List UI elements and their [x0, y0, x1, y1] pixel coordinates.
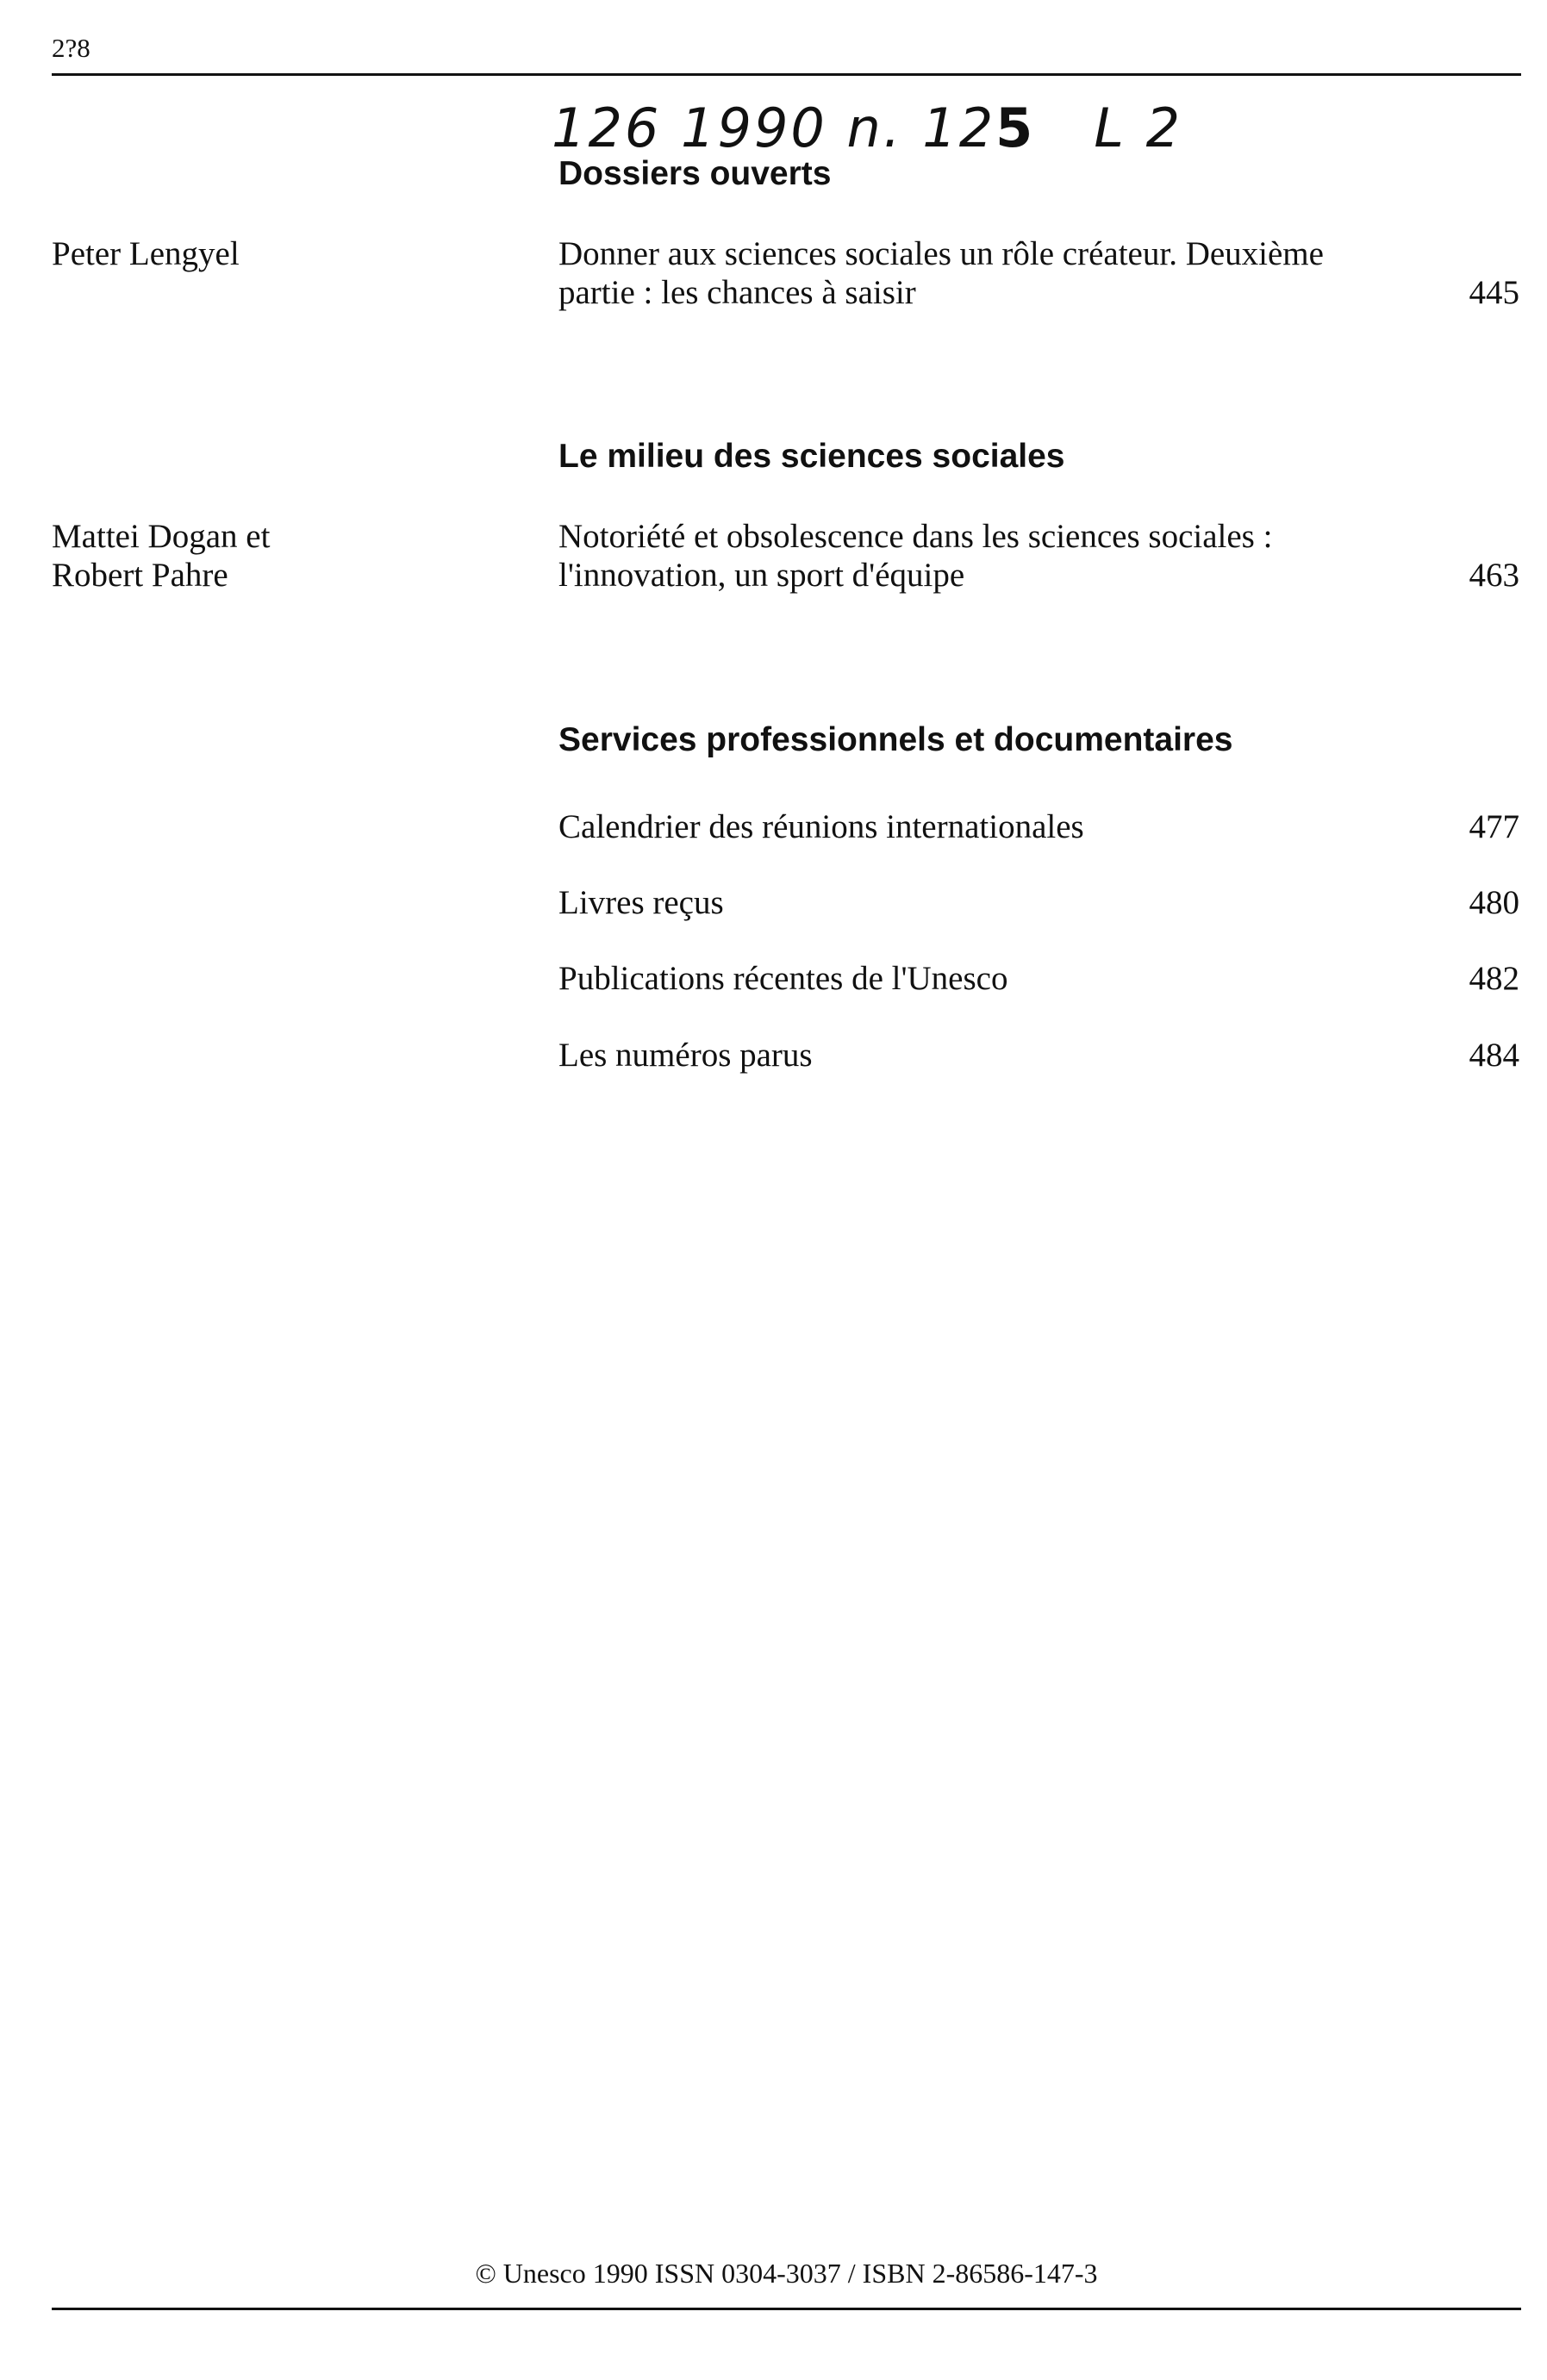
entry-title: Les numéros parus — [558, 1037, 813, 1074]
entry-page-number: 480 — [1469, 884, 1519, 921]
entry-page-number: 484 — [1469, 1037, 1519, 1074]
entry-author-line: Mattei Dogan et — [52, 518, 271, 555]
entry-title-line: Notoriété et obsolescence dans les sciences sociales : — [558, 518, 1273, 555]
entry-page-number: 482 — [1469, 960, 1519, 997]
handwritten-note-tail: L 2 — [1094, 97, 1183, 159]
section-heading-dossiers-ouverts: Dossiers ouverts — [558, 155, 832, 192]
entry-title-line: l'innovation, un sport d'équipe — [558, 557, 965, 594]
entry-title: Livres reçus — [558, 884, 724, 921]
section-heading-services-professionnels: Services professionnels et documentaires — [558, 721, 1233, 758]
section-heading-milieu-sciences-sociales: Le milieu des sciences sociales — [558, 438, 1065, 475]
bottom-rule — [52, 2308, 1521, 2310]
entry-page-number: 477 — [1469, 808, 1519, 845]
entry-author: Peter Lengyel — [52, 235, 240, 272]
entry-page-number: 445 — [1469, 274, 1519, 311]
copyright-line: © Unesco 1990 ISSN 0304-3037 / ISBN 2-86586-147-3 — [475, 2258, 1098, 2289]
top-rule — [52, 73, 1521, 76]
entry-title-line: Donner aux sciences sociales un rôle créateur. Deuxième — [558, 235, 1324, 272]
entry-title: Calendrier des réunions internationales — [558, 808, 1084, 845]
entry-title-line: partie : les chances à saisir — [558, 274, 916, 311]
handwritten-note-bold-digit: 5 — [995, 97, 1036, 159]
entry-page-number: 463 — [1469, 557, 1519, 594]
handwritten-annotation — [552, 97, 1182, 159]
entry-author-line: Robert Pahre — [52, 557, 228, 594]
handwritten-note-main: 126 1990 n. 12 — [552, 97, 996, 159]
page-number-folio: 2?8 — [52, 33, 90, 63]
entry-title: Publications récentes de l'Unesco — [558, 960, 1008, 997]
